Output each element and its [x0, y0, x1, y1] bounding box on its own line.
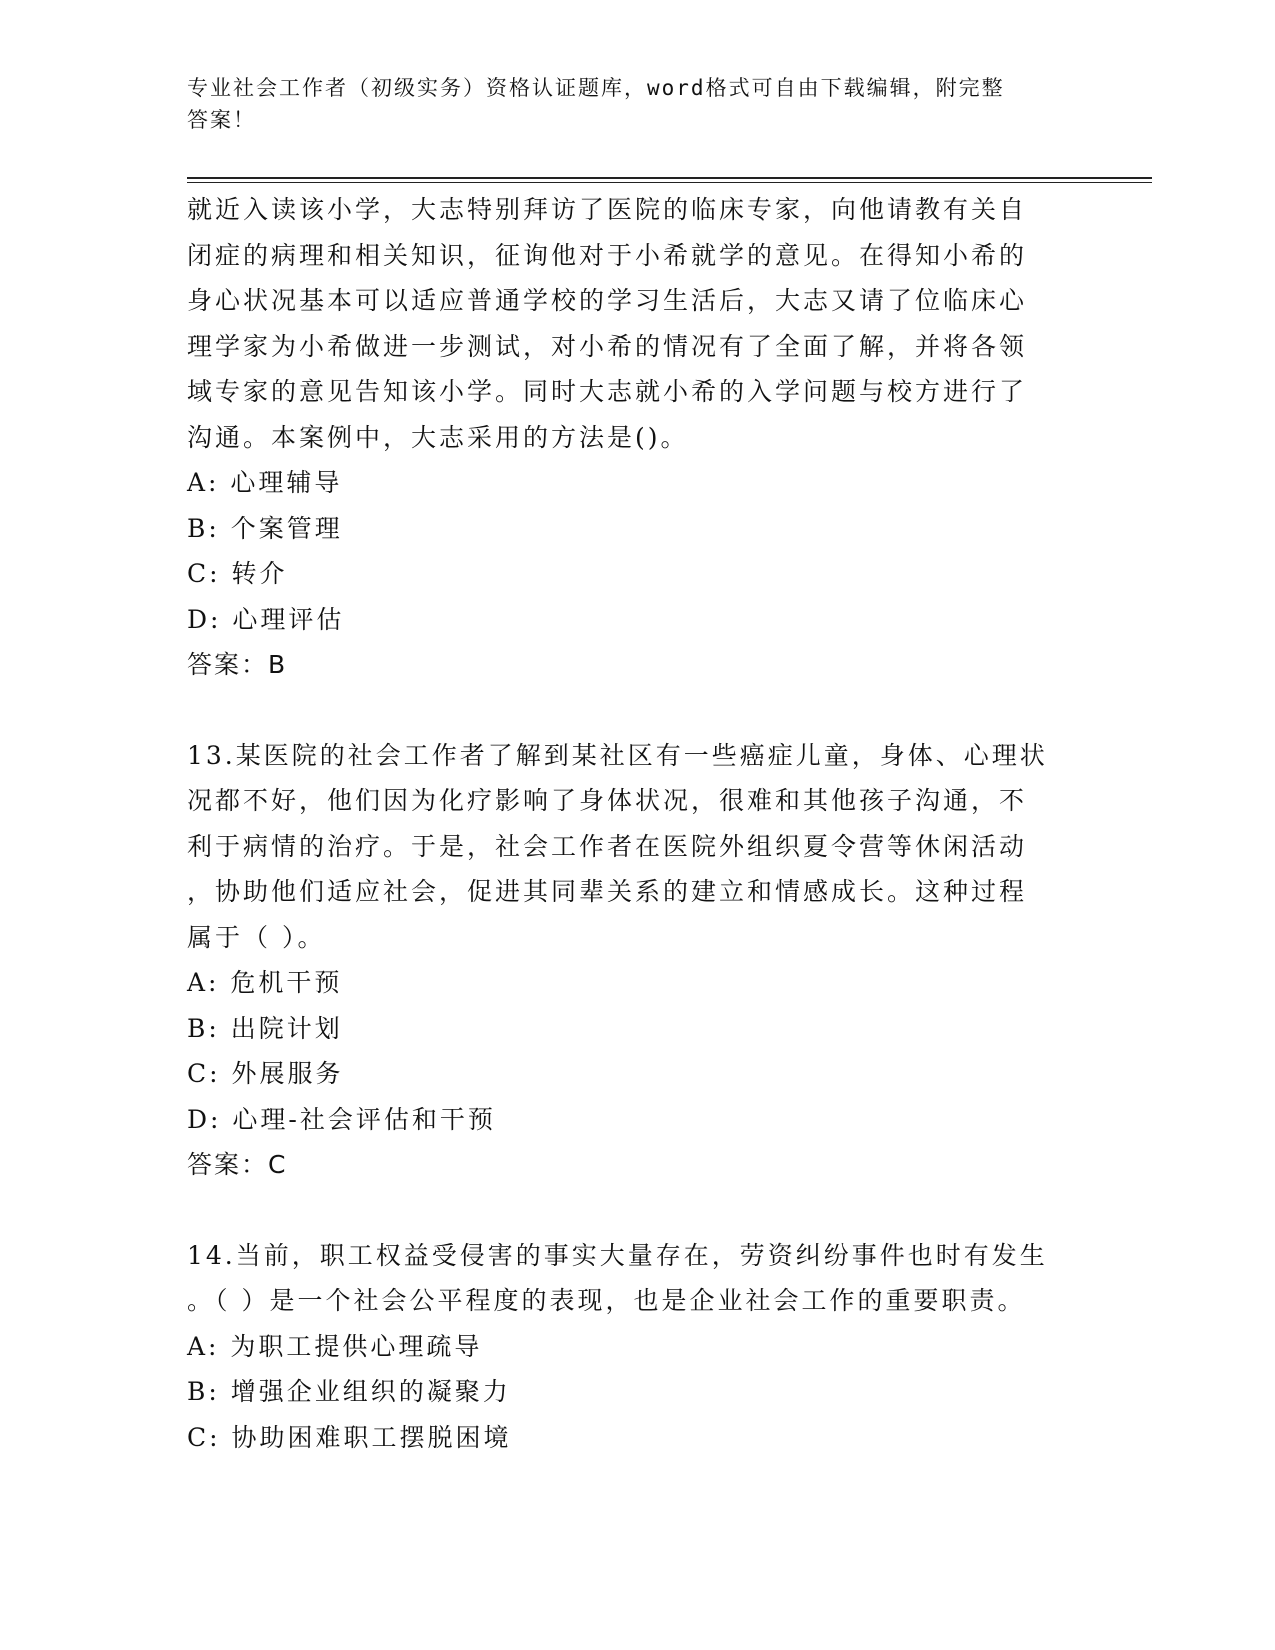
- option-b: B: 个案管理: [187, 513, 343, 543]
- question-13: [187, 733, 1087, 1188]
- option-c: C: 转介: [187, 559, 288, 588]
- option-b: B: 出院计划: [187, 1013, 343, 1043]
- question-spacer: [187, 688, 1087, 733]
- question-stem-line: 利于病情的治疗。于是，社会工作者在医院外组织夏令营等休闲活动: [187, 831, 1028, 861]
- option-a: A: 危机干预: [187, 968, 343, 997]
- option-a: A: 为职工提供心理疏导: [187, 1331, 483, 1361]
- question-stem-line: 况都不好，他们因为化疗影响了身体状况，很难和其他孩子沟通，不: [187, 786, 1028, 815]
- question-stem-line: 属于（ ）。: [187, 922, 326, 952]
- question-spacer: [187, 1188, 1087, 1233]
- option-b: B: 增强企业组织的凝聚力: [187, 1377, 511, 1406]
- answer-line: 答案：C: [187, 1150, 288, 1179]
- document-header: [187, 72, 1067, 136]
- option-a: A: 心理辅导: [187, 468, 343, 497]
- header-divider-thin: [187, 182, 1152, 183]
- question-14: [187, 1233, 1087, 1461]
- header-title-line-2: 答案！: [187, 108, 256, 132]
- option-d: D: 心理-社会评估和干预: [187, 1104, 496, 1134]
- question-stem-line: 13.某医院的社会工作者了解到某社区有一些癌症儿童，身体、心理状: [187, 740, 1048, 770]
- question-stem-line: 闭症的病理和相关知识，征询他对于小希就学的意见。在得知小希的: [187, 240, 1028, 270]
- header-title-line-1: 专业社会工作者（初级实务）资格认证题库，word格式可自由下载编辑，附完整: [187, 76, 1005, 100]
- question-12: [187, 187, 1087, 688]
- question-stem-line: 理学家为小希做进一步测试，对小希的情况有了全面了解，并将各领: [187, 331, 1028, 361]
- document-body: [187, 187, 1087, 1460]
- question-stem-line: ，协助他们适应社会，促进其同辈关系的建立和情感成长。这种过程: [187, 877, 1028, 906]
- question-stem-line: 就近入读该小学，大志特别拜访了医院的临床专家，向他请教有关自: [187, 195, 1028, 224]
- option-c: C: 外展服务: [187, 1059, 344, 1088]
- question-stem-line: 身心状况基本可以适应普通学校的学习生活后，大志又请了位临床心: [187, 286, 1028, 315]
- question-stem-line: 沟通。本案例中，大志采用的方法是()。: [187, 422, 689, 452]
- question-stem-line: 域专家的意见告知该小学。同时大志就小希的入学问题与校方进行了: [187, 377, 1028, 406]
- option-d: D: 心理评估: [187, 604, 345, 634]
- question-stem-line: 14.当前，职工权益受侵害的事实大量存在，劳资纠纷事件也时有发生: [187, 1240, 1048, 1270]
- question-stem-line: 。（ ）是一个社会公平程度的表现，也是企业社会工作的重要职责。: [187, 1286, 1026, 1315]
- header-divider-thick: [187, 177, 1152, 179]
- answer-line: 答案：B: [187, 650, 288, 679]
- option-c: C: 协助困难职工摆脱困境: [187, 1422, 512, 1452]
